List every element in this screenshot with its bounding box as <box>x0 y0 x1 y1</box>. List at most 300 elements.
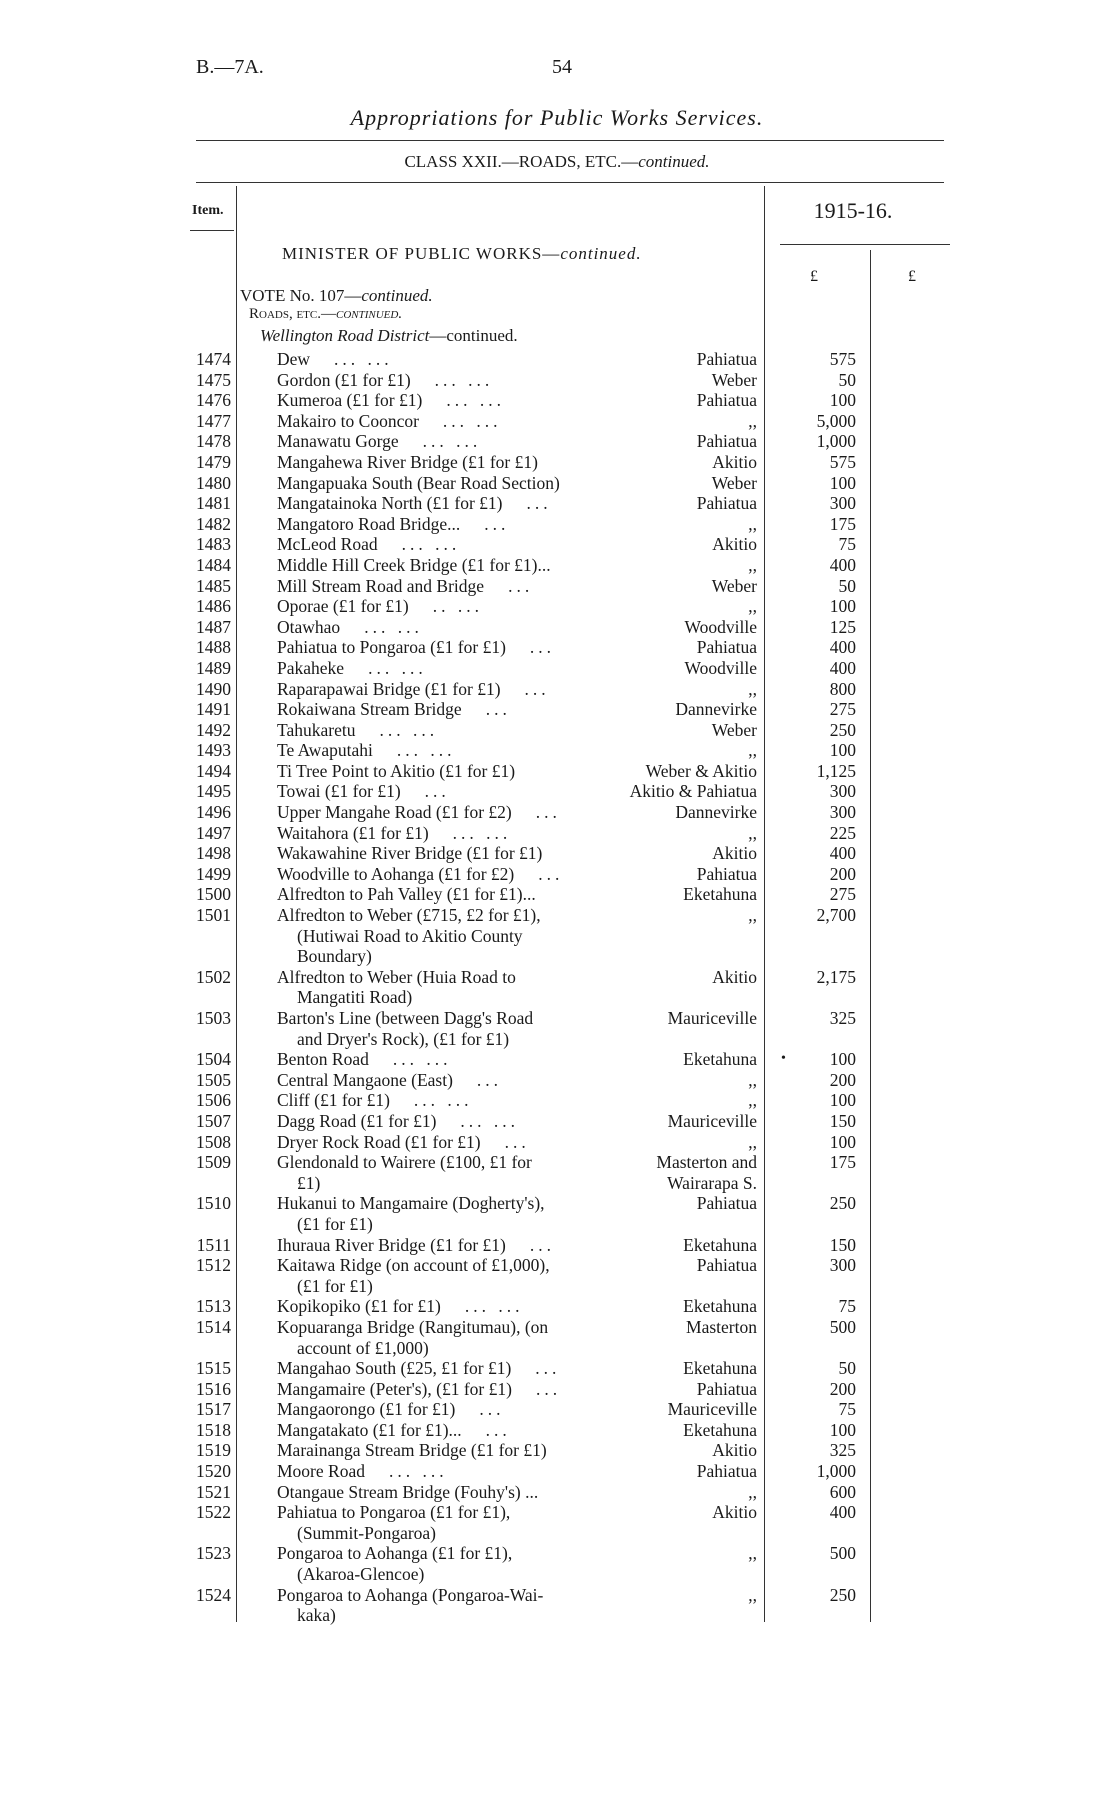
item-amount: 1,125 <box>816 760 856 781</box>
item-location-line: Masterton <box>686 1316 757 1337</box>
item-location-line: Eketahuna <box>683 1358 757 1379</box>
item-location <box>615 1193 757 1214</box>
item-location-line: Eketahuna <box>683 884 757 905</box>
item-location <box>615 349 757 370</box>
item-number: 1501 <box>196 905 231 926</box>
district-heading-continued: —continued. <box>429 326 518 345</box>
item-description-text: Ti Tree Point to Akitio (£1 for £1) <box>277 760 516 781</box>
item-number: 1478 <box>196 431 231 452</box>
item-description <box>277 1317 617 1358</box>
item-number: 1514 <box>196 1316 231 1337</box>
item-location <box>615 514 757 535</box>
item-location-line: ,, <box>748 554 757 575</box>
item-description-text: Pakaheke <box>277 657 345 678</box>
table-row <box>0 411 1114 432</box>
item-number: 1498 <box>196 843 231 864</box>
item-location-line: ,, <box>748 1543 757 1564</box>
item-location-line: ,, <box>748 1584 757 1605</box>
item-number: 1480 <box>196 472 231 493</box>
item-location-line: Mauriceville <box>667 1399 757 1420</box>
item-amount: 600 <box>829 1481 856 1502</box>
item-description-text: Mangatakato (£1 for £1)... <box>277 1419 462 1440</box>
item-location-line: ,, <box>748 905 757 926</box>
item-description-line: Hukanui to Mangamaire (Dogherty's), <box>277 1193 545 1214</box>
leader-dots: ... ... <box>379 719 439 740</box>
item-description-text: Central Mangaone (East) <box>277 1069 453 1090</box>
table-row <box>0 1132 1114 1153</box>
item-location-line: Pahiatua <box>696 431 757 452</box>
item-location-line: ,, <box>748 410 757 431</box>
item-location <box>615 1070 757 1091</box>
item-location-line: Weber <box>711 472 757 493</box>
item-location-line: ,, <box>748 596 757 617</box>
item-description-text: Tahukaretu <box>277 719 356 740</box>
item-description <box>277 390 617 411</box>
item-description <box>277 699 617 720</box>
item-description <box>277 555 617 576</box>
item-location-line: ,, <box>748 1481 757 1502</box>
item-column-header: Item. <box>192 203 224 218</box>
leader-dots: ... ... <box>446 390 505 411</box>
item-description <box>277 802 617 823</box>
roads-heading-continued: continued. <box>335 306 403 322</box>
pound-sign-column-a: £ <box>810 268 818 285</box>
item-description-text: Benton Road <box>277 1049 369 1070</box>
item-location-line: Akitio <box>712 1440 757 1461</box>
item-location <box>615 1461 757 1482</box>
item-description <box>277 1049 617 1070</box>
item-location <box>615 452 757 473</box>
table-row <box>0 679 1114 700</box>
leader-dots: ... <box>424 781 450 802</box>
item-description <box>277 781 617 802</box>
item-description-text: Marainanga Stream Bridge (£1 for £1) <box>277 1440 547 1461</box>
item-location <box>615 390 757 411</box>
item-location <box>615 679 757 700</box>
table-row <box>0 349 1114 370</box>
item-location-line: Eketahuna <box>683 1296 757 1317</box>
leader-dots: ... ... <box>334 349 393 369</box>
item-amount: 200 <box>829 1069 856 1090</box>
item-number: 1476 <box>196 390 231 411</box>
item-number: 1524 <box>196 1584 231 1605</box>
item-location <box>615 534 757 555</box>
item-description-text: Dagg Road (£1 for £1) <box>277 1110 437 1131</box>
item-location-line: Woodville <box>684 616 757 637</box>
item-location-line: Akitio <box>712 1502 757 1523</box>
item-description-text: Woodville to Aohanga (£1 for £2) <box>277 863 515 884</box>
item-location-line: Woodville <box>684 657 757 678</box>
item-location-line: Pahiatua <box>696 1461 757 1482</box>
leader-dots: ... <box>535 802 561 823</box>
item-number: 1510 <box>196 1193 231 1214</box>
table-row <box>0 493 1114 514</box>
leader-dots: ... <box>529 1234 556 1255</box>
item-location <box>615 1152 757 1193</box>
table-row <box>0 617 1114 638</box>
table-row <box>0 370 1114 391</box>
item-location-line: Weber <box>711 719 757 740</box>
item-amount: 100 <box>829 596 856 617</box>
item-description <box>277 864 617 885</box>
item-location <box>615 1482 757 1503</box>
item-amount: 250 <box>829 719 856 740</box>
leader-dots: ... ... <box>442 410 502 431</box>
item-number: 1485 <box>196 575 231 596</box>
item-description <box>277 493 617 514</box>
roads-heading-text: Roads, etc.— <box>249 306 336 322</box>
item-location <box>615 843 757 864</box>
minister-heading <box>282 244 642 264</box>
item-number: 1518 <box>196 1419 231 1440</box>
item-number: 1499 <box>196 863 231 884</box>
item-location-line: Pahiatua <box>696 1378 757 1399</box>
leader-dots: ... <box>535 1358 561 1379</box>
item-location <box>615 637 757 658</box>
item-location <box>615 1399 757 1420</box>
class-heading-text: CLASS XXII.—ROADS, ETC.— <box>404 152 639 171</box>
item-amount: 250 <box>829 1193 856 1214</box>
item-location <box>615 576 757 597</box>
item-location-line: Akitio & Pahiatua <box>629 781 757 802</box>
item-location-line: Eketahuna <box>683 1234 757 1255</box>
item-amount: 1,000 <box>816 1461 856 1482</box>
item-number: 1504 <box>196 1049 231 1070</box>
item-amount: 300 <box>829 802 856 823</box>
item-number: 1483 <box>196 534 231 555</box>
item-description-text: Te Awaputahi <box>277 740 373 761</box>
item-description-text: Waitahora (£1 for £1) <box>277 822 429 843</box>
table-row <box>0 555 1114 576</box>
item-description <box>277 1482 617 1503</box>
item-location-line: ,, <box>748 822 757 843</box>
item-location <box>615 1440 757 1461</box>
item-number: 1507 <box>196 1110 231 1131</box>
item-amount: 575 <box>829 451 856 472</box>
title-rule <box>196 140 944 141</box>
item-description <box>277 1008 617 1049</box>
class-heading <box>0 152 1114 172</box>
item-number: 1519 <box>196 1440 231 1461</box>
leader-dots: .. ... <box>432 596 483 617</box>
item-description-text: McLeod Road <box>277 534 378 555</box>
table-row <box>0 473 1114 494</box>
item-amount: 300 <box>829 781 856 802</box>
item-number: 1505 <box>196 1069 231 1090</box>
item-description-text: Middle Hill Creek Bridge (£1 for £1)... <box>277 554 551 575</box>
item-amount: 500 <box>829 1316 856 1337</box>
item-amount: 400 <box>829 843 856 864</box>
item-location-line: ,, <box>748 678 757 699</box>
item-location <box>615 1543 757 1564</box>
item-description <box>277 1543 617 1584</box>
item-amount: 325 <box>829 1008 856 1029</box>
item-description-text: Cliff (£1 for £1) <box>277 1090 390 1111</box>
item-amount: 175 <box>829 513 856 534</box>
item-description <box>277 1358 617 1379</box>
item-number: 1512 <box>196 1255 231 1276</box>
item-location-line: Dannevirke <box>675 802 757 823</box>
item-location-line: Masterton and <box>656 1152 757 1173</box>
item-description-text: Raparapawai Bridge (£1 for £1) <box>277 678 501 699</box>
item-number: 1494 <box>196 760 231 781</box>
table-row <box>0 658 1114 679</box>
item-description-text: Oporae (£1 for £1) <box>277 596 409 617</box>
leader-dots: ... ... <box>401 534 461 555</box>
item-number: 1508 <box>196 1131 231 1152</box>
item-location <box>615 781 757 802</box>
item-description-text: Ihuraua River Bridge (£1 for £1) <box>277 1234 506 1255</box>
item-number: 1495 <box>196 781 231 802</box>
item-number: 1474 <box>196 349 231 369</box>
leader-dots: ... ... <box>452 822 512 843</box>
item-amount: 250 <box>829 1584 856 1605</box>
item-number: 1482 <box>196 513 231 534</box>
item-number: 1509 <box>196 1152 231 1173</box>
item-description <box>277 843 617 864</box>
table-row <box>0 390 1114 411</box>
item-number: 1497 <box>196 822 231 843</box>
item-description-text: Otawhao <box>277 616 341 637</box>
margin-mark: • <box>781 1051 786 1067</box>
item-number: 1523 <box>196 1543 231 1564</box>
item-description <box>277 1399 617 1420</box>
item-description <box>277 740 617 761</box>
item-location-line: ,, <box>748 1069 757 1090</box>
appropriations-table <box>0 349 1114 1626</box>
item-description <box>277 1090 617 1111</box>
item-location-line: Wairarapa S. <box>667 1172 757 1193</box>
item-number: 1487 <box>196 616 231 637</box>
item-description <box>277 1235 617 1256</box>
item-number: 1513 <box>196 1296 231 1317</box>
table-row <box>0 534 1114 555</box>
item-description <box>277 905 617 967</box>
leader-dots: ... ... <box>413 1090 473 1111</box>
leader-dots: ... ... <box>434 369 494 390</box>
minister-heading-continued: continued. <box>560 244 642 263</box>
item-amount: 100 <box>829 472 856 493</box>
item-description-text: Manawatu Gorge <box>277 431 399 452</box>
item-amount: 400 <box>829 1502 856 1523</box>
item-description <box>277 761 617 782</box>
table-row <box>0 1111 1114 1132</box>
item-amount: 50 <box>838 369 856 390</box>
table-row <box>0 1235 1114 1256</box>
item-location <box>615 1379 757 1400</box>
district-heading-text: Wellington Road District <box>260 326 430 345</box>
item-description-line: Kopuaranga Bridge (Rangitumau), (on <box>277 1316 549 1337</box>
table-row <box>0 720 1114 741</box>
item-amount: 125 <box>829 616 856 637</box>
item-amount: 1,000 <box>816 431 856 452</box>
item-description <box>277 349 617 370</box>
item-amount: 400 <box>829 554 856 575</box>
table-row <box>0 1070 1114 1091</box>
item-description <box>277 1440 617 1461</box>
table-row <box>0 452 1114 473</box>
item-location-line: Akitio <box>712 451 757 472</box>
item-location <box>615 370 757 391</box>
item-location-line: ,, <box>748 513 757 534</box>
item-description <box>277 1255 617 1296</box>
vote-heading-continued: continued. <box>361 286 433 305</box>
item-description-text: Kopikopiko (£1 for £1) <box>277 1296 441 1317</box>
item-location-line: Pahiatua <box>696 390 757 411</box>
item-description-continuation: (Hutiwai Road to Akitio County <box>297 925 523 946</box>
item-location <box>615 967 757 988</box>
item-location-line: Weber <box>711 575 757 596</box>
item-location <box>615 1008 757 1029</box>
item-description <box>277 473 617 494</box>
item-location <box>615 823 757 844</box>
item-amount: 100 <box>829 740 856 761</box>
item-header-underline <box>190 230 234 231</box>
item-description <box>277 370 617 391</box>
leader-dots: ... <box>484 513 510 534</box>
item-description <box>277 1296 617 1317</box>
item-description <box>277 679 617 700</box>
item-description <box>277 967 617 1008</box>
minister-heading-text: MINISTER OF PUBLIC WORKS— <box>282 244 561 263</box>
item-description <box>277 823 617 844</box>
item-description-text: Wakawahine River Bridge (£1 for £1) <box>277 843 543 864</box>
item-amount: 150 <box>829 1110 856 1131</box>
item-number: 1481 <box>196 493 231 514</box>
item-number: 1475 <box>196 369 231 390</box>
item-location-line: Pahiatua <box>696 349 757 369</box>
item-amount: 100 <box>829 1131 856 1152</box>
item-description <box>277 1502 617 1543</box>
page-reference: B.—7A. <box>196 56 264 78</box>
item-location <box>615 864 757 885</box>
item-description <box>277 1420 617 1441</box>
table-row <box>0 1193 1114 1234</box>
item-amount: 2,175 <box>816 966 856 987</box>
item-amount: 275 <box>829 884 856 905</box>
item-location-line: ,, <box>748 740 757 761</box>
item-description-text: Mangatainoka North (£1 for £1) <box>277 493 503 514</box>
item-number: 1488 <box>196 637 231 658</box>
item-number: 1484 <box>196 554 231 575</box>
leader-dots: ... ... <box>364 616 423 637</box>
table-row <box>0 1420 1114 1441</box>
item-description <box>277 596 617 617</box>
item-description-continuation: kaka) <box>297 1605 336 1626</box>
leader-dots: ... <box>504 1131 530 1152</box>
item-location <box>615 740 757 761</box>
table-row <box>0 1502 1114 1543</box>
item-amount: 275 <box>829 699 856 720</box>
item-location-line: Dannevirke <box>675 699 757 720</box>
item-amount: 50 <box>838 575 856 596</box>
item-description <box>277 431 617 452</box>
table-row <box>0 884 1114 905</box>
item-description <box>277 637 617 658</box>
item-description-continuation: account of £1,000) <box>297 1337 429 1358</box>
district-heading <box>260 326 518 346</box>
table-row <box>0 637 1114 658</box>
item-number: 1491 <box>196 699 231 720</box>
item-number: 1496 <box>196 802 231 823</box>
item-location <box>615 1420 757 1441</box>
table-row <box>0 1440 1114 1461</box>
item-description-text: Makairo to Cooncor <box>277 410 419 431</box>
leader-dots: ... ... <box>396 740 456 761</box>
vote-heading-text: VOTE No. 107— <box>240 286 362 305</box>
table-row <box>0 761 1114 782</box>
item-description-line: Glendonald to Wairere (£100, £1 for <box>277 1152 532 1173</box>
item-description-line: Pongaroa to Aohanga (Pongaroa-Wai- <box>277 1584 544 1605</box>
item-number: 1520 <box>196 1461 231 1482</box>
item-amount: 100 <box>829 1090 856 1111</box>
table-row <box>0 802 1114 823</box>
item-location-line: Pahiatua <box>696 1193 757 1214</box>
item-location-line: Mauriceville <box>667 1008 757 1029</box>
item-description <box>277 411 617 432</box>
leader-dots: ... <box>529 637 556 658</box>
leader-dots: ... <box>485 1419 511 1440</box>
vote-heading <box>240 286 433 306</box>
item-number: 1500 <box>196 884 231 905</box>
item-location-line: ,, <box>748 1131 757 1152</box>
item-location-line: Akitio <box>712 966 757 987</box>
item-description <box>277 576 617 597</box>
item-number: 1477 <box>196 410 231 431</box>
item-description <box>277 1111 617 1132</box>
item-location <box>615 1358 757 1379</box>
leader-dots: ... <box>479 1399 505 1420</box>
table-row <box>0 1296 1114 1317</box>
item-description <box>277 720 617 741</box>
leader-dots: ... <box>508 575 534 596</box>
leader-dots: ... ... <box>388 1461 448 1482</box>
item-amount: 75 <box>838 1296 856 1317</box>
item-description-text: Mangamaire (Peter's), (£1 for £1) <box>277 1378 512 1399</box>
item-description-text: Mangapuaka South (Bear Road Section) <box>277 472 560 493</box>
item-location-line: Pahiatua <box>696 493 757 514</box>
item-location-line: Mauriceville <box>667 1110 757 1131</box>
table-row <box>0 905 1114 967</box>
item-location <box>615 1255 757 1276</box>
item-description <box>277 514 617 535</box>
item-description <box>277 1379 617 1400</box>
table-row <box>0 843 1114 864</box>
item-description <box>277 1152 617 1193</box>
table-row <box>0 1358 1114 1379</box>
item-location <box>615 1296 757 1317</box>
item-location <box>615 884 757 905</box>
item-amount: 75 <box>838 1399 856 1420</box>
item-description <box>277 1461 617 1482</box>
item-number: 1486 <box>196 596 231 617</box>
table-row <box>0 823 1114 844</box>
item-location-line: Weber & Akitio <box>645 760 757 781</box>
item-location <box>615 1317 757 1338</box>
item-location-line: Akitio <box>712 534 757 555</box>
leader-dots: ... <box>476 1069 503 1090</box>
table-row <box>0 1379 1114 1400</box>
item-location <box>615 555 757 576</box>
item-number: 1511 <box>196 1234 231 1255</box>
table-row <box>0 1399 1114 1420</box>
item-description <box>277 1585 617 1626</box>
item-amount: 100 <box>829 1049 856 1070</box>
item-location-line: ,, <box>748 1090 757 1111</box>
item-number: 1516 <box>196 1378 231 1399</box>
table-row <box>0 967 1114 1008</box>
item-location-line: Weber <box>711 369 757 390</box>
